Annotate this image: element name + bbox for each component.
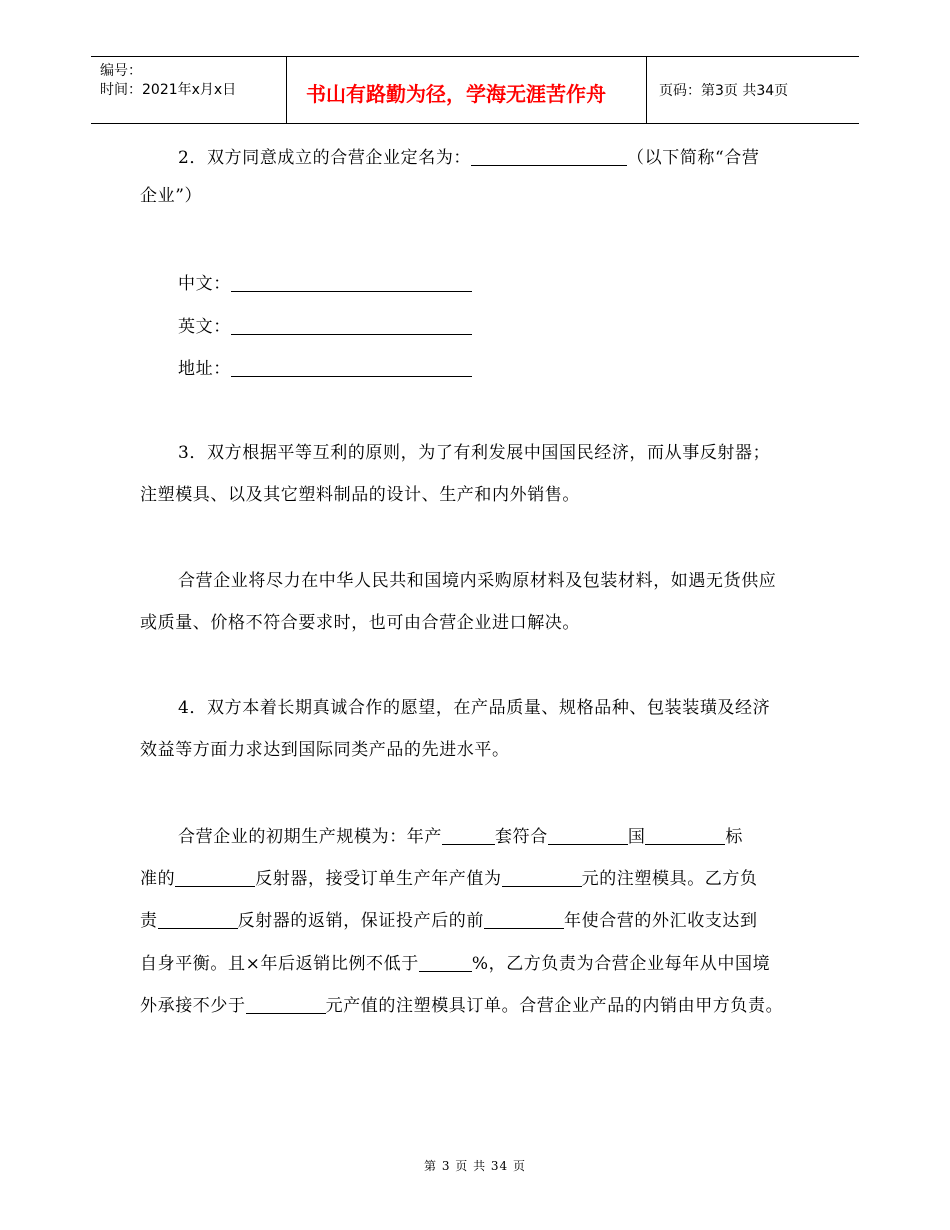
item2-text-cont: （以下简称“合营	[627, 148, 760, 168]
scale-text: 责	[140, 911, 158, 931]
scale-text: 标	[725, 827, 744, 847]
enterprise-name-blank	[471, 148, 627, 166]
header-divider	[286, 57, 287, 123]
item3-line1: 3．双方根据平等互利的原则，为了有利发展中国国民经济，而从事反射器；	[178, 443, 771, 463]
scale-text: 元的注塑模具。乙方负	[581, 869, 758, 889]
english-name-blank	[231, 317, 472, 335]
item2-line1	[178, 148, 760, 167]
years-blank	[484, 911, 564, 929]
english-name-field	[178, 317, 472, 336]
item2-text: 2．双方同意成立的合营企业定名为：	[178, 148, 472, 168]
chinese-name-field	[178, 274, 472, 293]
address-field	[178, 359, 472, 378]
address-label: 地址：	[178, 359, 231, 379]
scale-line5	[140, 996, 783, 1015]
document-time-label: 时间：2021年x月x日	[100, 82, 237, 98]
reexport-ratio-blank	[419, 954, 472, 972]
procurement-line2: 或质量、价格不符合要求时，也可由合营企业进口解决。	[140, 613, 580, 633]
scale-text: 元产值的注塑模具订单。合营企业产品的内销由甲方负责。	[325, 996, 784, 1016]
scale-text: 反射器的返销，保证投产后的前	[237, 911, 485, 931]
chinese-name-label: 中文：	[178, 274, 231, 294]
page-footer: 第 3 页 共 34 页	[424, 1159, 526, 1173]
document-number-label: 编号：	[100, 63, 142, 79]
scale-line4	[140, 954, 770, 973]
reflector-type-blank	[175, 869, 255, 887]
procurement-line1: 合营企业将尽力在中华人民共和国境内采购原材料及包装材料，如遇无货供应	[178, 571, 777, 591]
mold-order-value-blank	[246, 996, 326, 1014]
scale-text: 反射器，接受订单生产年产值为	[255, 869, 502, 889]
scale-text: 国	[627, 827, 646, 847]
item2-line2: 企业”）	[140, 186, 203, 206]
scale-text: %，乙方负责为合营企业每年从中国境	[471, 954, 771, 974]
reexport-blank	[158, 911, 238, 929]
scale-text: 自身平衡。且×年后返销比例不低于	[140, 954, 419, 974]
standard-name-blank	[645, 827, 725, 845]
scale-text: 套符合	[495, 827, 548, 847]
standard-country-blank	[548, 827, 628, 845]
item4-line1: 4．双方本着长期真诚合作的愿望，在产品质量、规格品种、包装装璜及经济	[178, 698, 771, 718]
header-page-info: 页码：第3页 共34页	[659, 83, 789, 99]
address-blank	[231, 359, 472, 377]
scale-text: 年使合营的外汇收支达到	[564, 911, 758, 931]
order-value-blank	[502, 869, 582, 887]
scale-line2	[140, 869, 758, 888]
scale-text: 外承接不少于	[140, 996, 246, 1016]
scale-line1	[178, 827, 743, 846]
scale-line3	[140, 911, 758, 930]
chinese-name-blank	[231, 274, 472, 292]
header-divider	[646, 57, 647, 123]
item4-line2: 效益等方面力求达到国际同类产品的先进水平。	[140, 740, 510, 760]
scale-text: 准的	[140, 869, 176, 889]
header-motto: 书山有路勤为径，学海无涯苦作舟	[306, 82, 606, 106]
annual-output-blank	[442, 827, 495, 845]
item3-line2: 注塑模具、以及其它塑料制品的设计、生产和内外销售。	[140, 485, 580, 505]
english-name-label: 英文：	[178, 317, 231, 337]
scale-text: 合营企业的初期生产规模为：年产	[178, 827, 442, 847]
